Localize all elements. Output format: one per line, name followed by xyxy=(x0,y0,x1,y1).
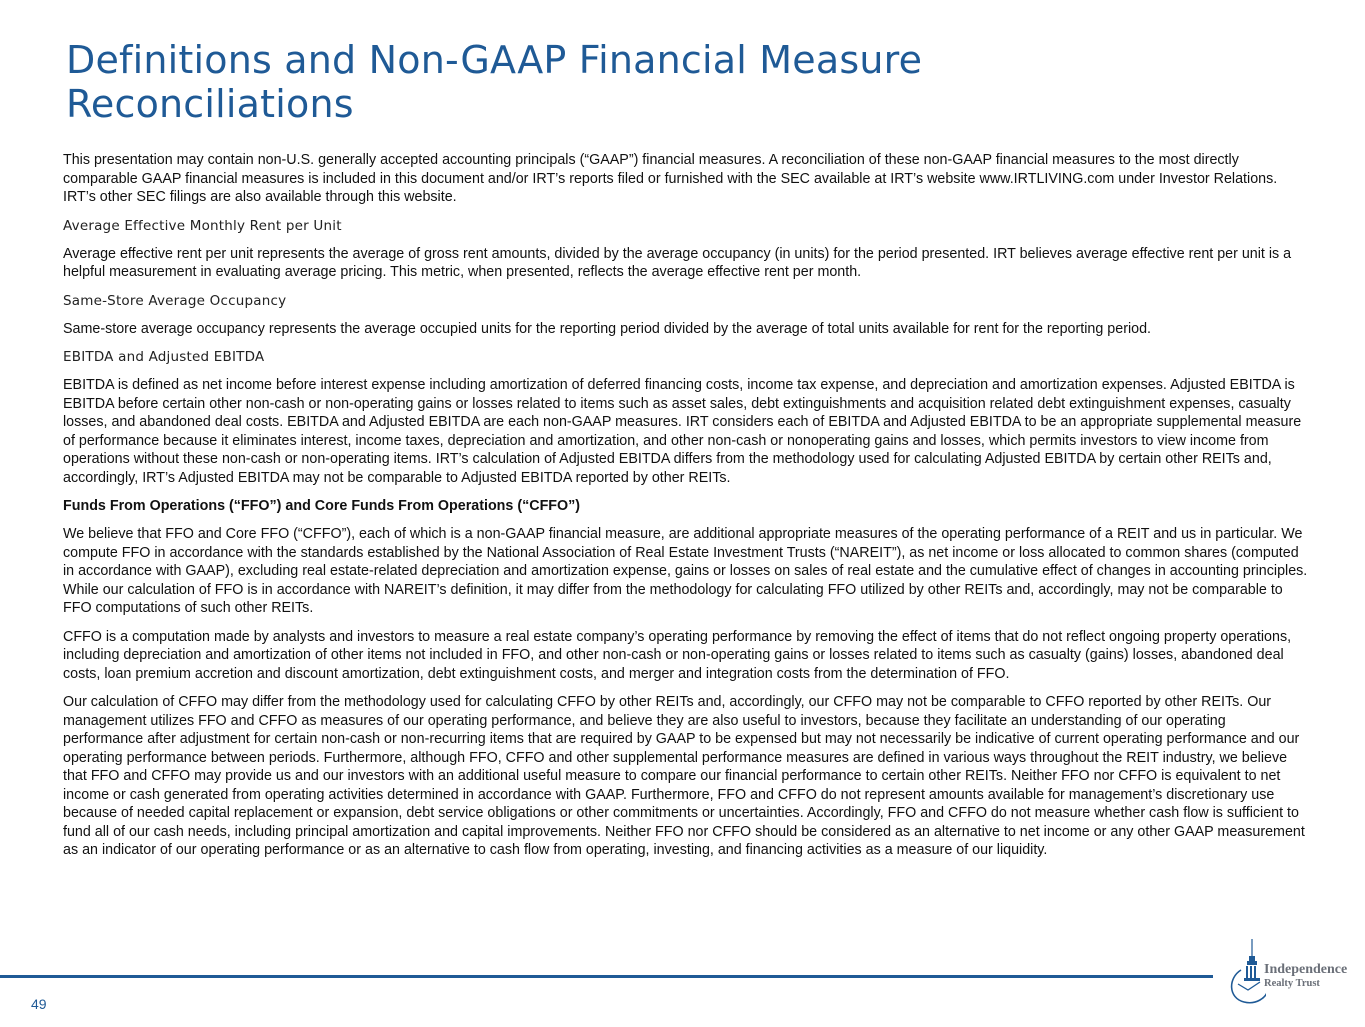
section-heading-ebitda: EBITDA and Adjusted EBITDA xyxy=(63,349,265,365)
building-emblem-icon xyxy=(1226,938,1266,1008)
section-text-avg-rent: Average effective rent per unit represents the average of gross rent amounts, divided by the average occupancy (in units) for the period presented. IRT believes average effective rent per unit is a helpful measurement in evaluating average pricing. This metric, when presented, reflects the average effective rent per month. xyxy=(63,245,1292,280)
section-text-ffo-1: We believe that FFO and Core FFO (“CFFO”), each of which is a non-GAAP financial measure, are additional appropriate measures of the operating performance of a REIT and us in particular. We compute FFO in accordance with the standards established by the National Association of Real Estate Investment Trusts (“NAREIT”), as net income or loss allocated to common shares (computed in accordance with GAAP), excluding real estate-related depreciation and amortization expense, gains or losses on sales of real estate and the cumulative effect of changes in accounting principles. While our calculation of FFO is in accordance with NAREIT’s definition, it may differ from the methodology for calculating FFO utilized by other REITs and, accordingly, may not be comparable to FFO computations of such other REITs. xyxy=(63,526,1308,616)
section-text-ffo-3: Our calculation of CFFO may differ from the methodology used for calculating CFFO by other REITs and, accordingly, our CFFO may not be comparable to CFFO reported by other REITs. Our management utilizes FFO and CFFO as measures of our operating performance, and believe they are also useful to investors, because they facilitate an understanding of our operating performance after adjustment for certain non-cash or non-recurring items that are required by GAAP to be expensed but may not necessarily be indicative of current operating performance and our operating performance between periods. Furthermore, although FFO, CFFO and other supplemental performance measures are defined in various ways throughout the REIT industry, we believe that FFO and CFFO may provide us and our investors with an additional useful measure to compare our financial performance to certain other REITs. Neither FFO nor CFFO is equivalent to net income or cash generated from operating activities determined in accordance with GAAP. Furthermore, FFO and CFFO do not represent amounts available for management’s discretionary use because of needed capital replacement or expansion, debt service obligations or other commitments or uncertainties. Accordingly, FFO and CFFO do not measure whether cash flow is sufficient to fund all of our cash needs, including principal amortization and capital improvements. Neither FFO nor CFFO should be considered as an alternative to net income or any other GAAP measurement as an indicator of our operating performance or as an alternative to cash flow from operating, investing, and financing activities as a measure of our liquidity. xyxy=(63,694,1305,858)
company-logo xyxy=(1226,938,1361,1008)
section-text-ffo-2: CFFO is a computation made by analysts and investors to measure a real estate company’s operating performance by removing the effect of items that do not reflect ongoing property operations, including depreciation and amortization of other items not included in FFO, and other non-cash or non-operating gains or losses related to items such as casualty (gains) losses, abandoned deal costs, loan premium accretion and discount amortization, debt extinguishment costs, and merger and integration costs from the determination of FFO. xyxy=(63,628,1292,682)
page-number: 49 xyxy=(31,996,47,1012)
intro-paragraph: This presentation may contain non-U.S. generally accepted accounting principals (“GAAP”) financial measures. A reconciliation of these non-GAAP financial measures to the most directly comparable GAAP financial measures is included in this document and/or IRT’s reports filed or furnished with the SEC available at IRT’s website www.IRTLIVING.com under Investor Relations. IRT’s other SEC filings are also available through this website. xyxy=(63,152,1278,205)
document-body xyxy=(63,151,1308,870)
logo-text-secondary: Realty Trust xyxy=(1264,978,1320,989)
logo-text-primary: Independence xyxy=(1264,962,1348,977)
section-text-ebitda: EBITDA is defined as net income before interest expense including amortization of deferred financing costs, income tax expense, and depreciation and amortization expenses. Adjusted EBITDA is EBITDA before certain other non-cash or non-operating gains or losses related to items such as asset sales, debt extinguishments and acquisition related debt extinguishment expenses, casualty losses, and abandoned deal costs. EBITDA and Adjusted EBITDA are each non-GAAP measures. IRT considers each of EBITDA and Adjusted EBITDA to be an appropriate supplemental measure of performance because it eliminates interest, income taxes, depreciation and amortization, and other non-cash or nonoperating gains and losses, which permits investors to view income from operations without these non-cash or non-operating items. IRT’s calculation of Adjusted EBITDA differs from the methodology used for calculating Adjusted EBITDA by certain other REITs and, accordingly, IRT’s Adjusted EBITDA may not be comparable to Adjusted EBITDA reported by other REITs. xyxy=(63,377,1302,486)
page-title: Definitions and Non-GAAP Financial Measure Reconciliations xyxy=(66,38,923,126)
section-heading-occupancy: Same-Store Average Occupancy xyxy=(63,292,287,309)
section-heading-ffo: Funds From Operations (“FFO”) and Core Funds From Operations (“CFFO”) xyxy=(63,498,581,514)
footer-divider xyxy=(0,975,1213,978)
section-text-occupancy: Same-store average occupancy represents the average occupied units for the reporting period divided by the average of total units available for rent for the reporting period. xyxy=(63,320,1152,337)
section-heading-avg-rent: Average Effective Monthly Rent per Unit xyxy=(63,217,342,234)
